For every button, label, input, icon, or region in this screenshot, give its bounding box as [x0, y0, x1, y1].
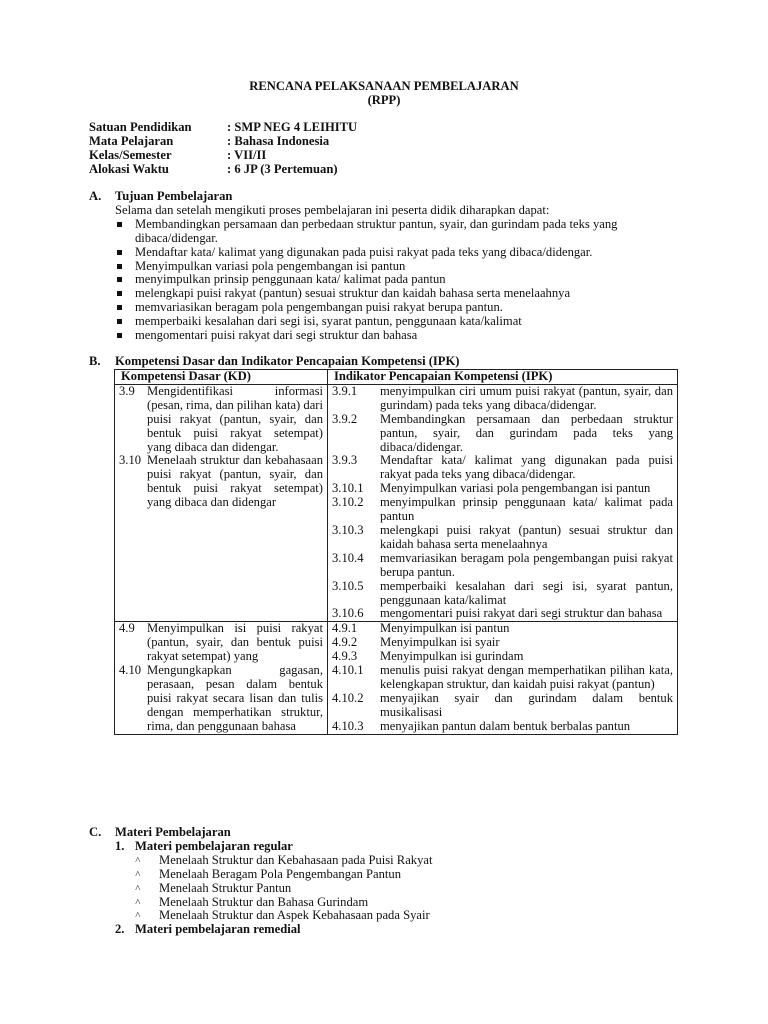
identity-value: : Bahasa Indonesia	[227, 133, 330, 148]
identity-row	[89, 149, 357, 163]
ipk-text: Menyimpulkan isi syair	[380, 635, 500, 650]
section-heading	[89, 826, 432, 840]
ipk-entry	[332, 692, 673, 720]
identity-value: : 6 JP (3 Pertemuan)	[227, 161, 338, 176]
ipk-number: 4.10.2	[332, 690, 364, 705]
ipk-number: 3.10.5	[332, 578, 364, 593]
ipk-entry	[332, 650, 673, 664]
identity-label: Mata Pelajaran	[89, 133, 174, 148]
kd-cell	[115, 384, 328, 621]
list-item	[135, 896, 432, 910]
materi-label: Materi pembelajaran remedial	[135, 922, 301, 937]
ipk-text: Membandingkan persamaan dan perbedaan struktur pantun, syair, dan gurindam pada teks yang dibaca/didengar.	[380, 411, 673, 454]
table-header-row	[115, 370, 678, 385]
identity-value: : SMP NEG 4 LEIHITU	[227, 120, 358, 134]
ipk-text: menyimpulkan ciri umum puisi rakyat (pantun, syair, dan gurindam) pada teks yang dibaca/didengar.	[380, 383, 673, 412]
list-item: Menyimpulkan variasi pola pengembangan isi pantun	[115, 260, 681, 274]
list-item: melengkapi puisi rakyat (pantun) sesuai struktur dan kaidah bahasa serta menelaahnya	[115, 287, 681, 301]
materi-number: 2.	[115, 922, 125, 937]
ipk-entry	[332, 552, 673, 580]
arrow-icon: ˄	[135, 896, 141, 908]
ipk-entry	[332, 482, 673, 496]
materi-item	[115, 923, 432, 937]
materi-sublist	[115, 854, 432, 924]
ipk-number: 4.9.2	[332, 635, 358, 650]
ipk-number: 3.10.4	[332, 550, 364, 565]
section-title: Materi Pembelajaran	[115, 825, 231, 839]
ipk-number: 4.10.1	[332, 663, 364, 678]
kd-text: Menelaah struktur dan kebahasaan puisi rakyat (pantun, syair, dan bentuk puisi rakyat setempat) yang dibaca dan didengar	[147, 453, 323, 510]
ipk-entry	[332, 454, 673, 482]
ipk-number: 3.10.6	[332, 606, 364, 621]
kd-number: 3.9	[119, 383, 135, 398]
arrow-icon: ˄	[135, 882, 141, 894]
list-item: Membandingkan persamaan dan perbedaan struktur pantun, syair, dan gurindam pada teks yang dibaca/didengar.	[115, 218, 681, 246]
ipk-text: menyimpulkan prinsip penggunaan kata/ kalimat pada pantun	[380, 495, 673, 524]
section-intro: Selama dan setelah mengikuti proses pembelajaran ini peserta didik diharapkan dapat:	[115, 202, 550, 217]
objective-list	[89, 218, 681, 343]
kd-text: Mengidentifikasi informasi (pesan, rima, dan pilihan kata) dari puisi rakyat (pantun, syair, dan bentuk puisi rakyat setempat) yang dibaca dan didengar.	[147, 383, 323, 454]
identity-label: Alokasi Waktu	[89, 161, 169, 176]
kd-entry	[119, 622, 323, 664]
table-row	[115, 622, 678, 734]
ipk-number: 4.9.3	[332, 649, 358, 664]
section-letter: C.	[89, 825, 102, 839]
ipk-text: memvariasikan beragam pola pengembangan puisi rakyat berupa pantun.	[380, 550, 673, 579]
ipk-entry	[332, 720, 673, 734]
ipk-entry	[332, 607, 673, 621]
kd-cell	[115, 622, 328, 734]
list-item-text: Menelaah Struktur Pantun	[159, 880, 292, 895]
identity-row	[89, 135, 357, 149]
kd-number: 4.10	[119, 663, 142, 678]
arrow-icon: ˄	[135, 854, 141, 866]
ipk-entry	[332, 524, 673, 552]
section-heading	[89, 355, 460, 369]
ipk-text: mengomentari puisi rakyat dari segi struktur dan bahasa	[380, 606, 663, 621]
list-item	[135, 882, 432, 896]
list-item: Mendaftar kata/ kalimat yang digunakan pada puisi rakyat pada teks yang dibaca/didengar.	[115, 246, 681, 260]
identity-row	[89, 121, 357, 135]
ipk-number: 3.9.1	[332, 383, 358, 398]
kd-text: Menyimpulkan isi puisi rakyat (pantun, syair, dan bentuk puisi rakyat setempat) yang	[147, 621, 323, 664]
ipk-cell	[328, 622, 678, 734]
title-line1: RENCANA PELAKSANAAN PEMBELAJARAN	[249, 79, 519, 93]
ipk-entry	[332, 496, 673, 524]
ipk-text: melengkapi puisi rakyat (pantun) sesuai struktur dan kaidah bahasa serta menelaahnya	[380, 522, 673, 551]
list-item: mengomentari puisi rakyat dari segi struktur dan bahasa	[115, 329, 681, 343]
ipk-text: Mendaftar kata/ kalimat yang digunakan pada puisi rakyat pada teks yang dibaca/didengar.	[380, 453, 673, 482]
column-header: Indikator Pencapaian Kompetensi (IPK)	[328, 370, 678, 385]
identity-block	[89, 121, 357, 177]
ipk-entry	[332, 385, 673, 413]
ipk-number: 3.9.2	[332, 411, 358, 426]
materi-list	[89, 840, 432, 937]
section-kompetensi	[89, 355, 460, 369]
arrow-icon: ˄	[135, 868, 141, 880]
section-materi	[89, 826, 432, 937]
ipk-text: Menyimpulkan variasi pola pengembangan isi pantun	[380, 481, 651, 496]
materi-number: 1.	[115, 838, 125, 853]
ipk-number: 4.9.1	[332, 621, 358, 636]
kd-entry	[119, 385, 323, 455]
kd-number: 4.9	[119, 621, 135, 636]
ipk-entry	[332, 622, 673, 636]
section-letter: A.	[89, 189, 102, 203]
list-item	[135, 909, 432, 923]
ipk-entry	[332, 580, 673, 608]
identity-value: : VII/II	[227, 147, 267, 162]
ipk-text: menyajikan syair dan gurindam dalam bentuk musikalisasi	[380, 690, 673, 719]
title-line2: (RPP)	[367, 92, 401, 107]
identity-label: Satuan Pendidikan	[89, 120, 192, 134]
materi-item	[115, 840, 432, 854]
list-item	[135, 854, 432, 868]
list-item: menyimpulkan prinsip penggunaan kata/ kalimat pada pantun	[115, 273, 681, 287]
kd-entry	[119, 454, 323, 510]
ipk-text: Menyimpulkan isi gurindam	[380, 649, 524, 664]
ipk-number: 4.10.3	[332, 718, 364, 733]
ipk-number: 3.9.3	[332, 453, 358, 468]
ipk-cell	[328, 384, 678, 621]
ipk-entry	[332, 664, 673, 692]
section-heading	[89, 190, 681, 204]
materi-label: Materi pembelajaran regular	[135, 838, 293, 853]
ipk-entry	[332, 413, 673, 455]
ipk-text: memperbaiki kesalahan dari segi isi, syarat pantun, penggunaan kata/kalimat	[380, 578, 673, 607]
ipk-text: Menyimpulkan isi pantun	[380, 621, 510, 636]
ipk-text: menulis puisi rakyat dengan memperhatikan pilihan kata, kelengkapan struktur, dan kaidah puisi rakyat (pantun)	[380, 663, 673, 691]
section-title: Tujuan Pembelajaran	[115, 189, 233, 203]
section-letter: B.	[89, 354, 101, 368]
ipk-number: 3.10.3	[332, 522, 364, 537]
list-item: memperbaiki kesalahan dari segi isi, syarat pantun, penggunaan kata/kalimat	[115, 315, 681, 329]
kd-number: 3.10	[119, 453, 142, 468]
ipk-number: 3.10.2	[332, 495, 364, 510]
list-item-text: Menelaah Struktur dan Bahasa Gurindam	[159, 894, 369, 909]
identity-row	[89, 163, 357, 177]
column-header: Kompetensi Dasar (KD)	[115, 370, 328, 385]
list-item-text: Menelaah Beragam Pola Pengembangan Pantun	[159, 866, 402, 881]
list-item-text: Menelaah Struktur dan Kebahasaan pada Puisi Rakyat	[159, 852, 433, 867]
table-row	[115, 384, 678, 621]
identity-label: Kelas/Semester	[89, 147, 172, 162]
ipk-number: 3.10.1	[332, 481, 364, 496]
competency-table	[114, 369, 678, 735]
kd-entry	[119, 664, 323, 734]
ipk-entry	[332, 636, 673, 650]
list-item: memvariasikan beragam pola pengembangan puisi rakyat berupa pantun.	[115, 301, 681, 315]
section-tujuan	[89, 190, 681, 343]
arrow-icon: ˄	[135, 910, 141, 922]
kd-text: Mengungkapkan gagasan, perasaan, pesan dalam bentuk puisi rakyat secara lisan dan tulis dengan memperhatikan struktur, rima, dan penggunaan bahasa	[147, 663, 323, 733]
section-title: Kompetensi Dasar dan Indikator Pencapaian Kompetensi (IPK)	[115, 354, 460, 368]
list-item-text: Menelaah Struktur dan Aspek Kebahasaan pada Syair	[159, 908, 430, 923]
document-title	[0, 80, 768, 108]
ipk-text: menyajikan pantun dalam bentuk berbalas pantun	[380, 718, 631, 733]
list-item	[135, 868, 432, 882]
